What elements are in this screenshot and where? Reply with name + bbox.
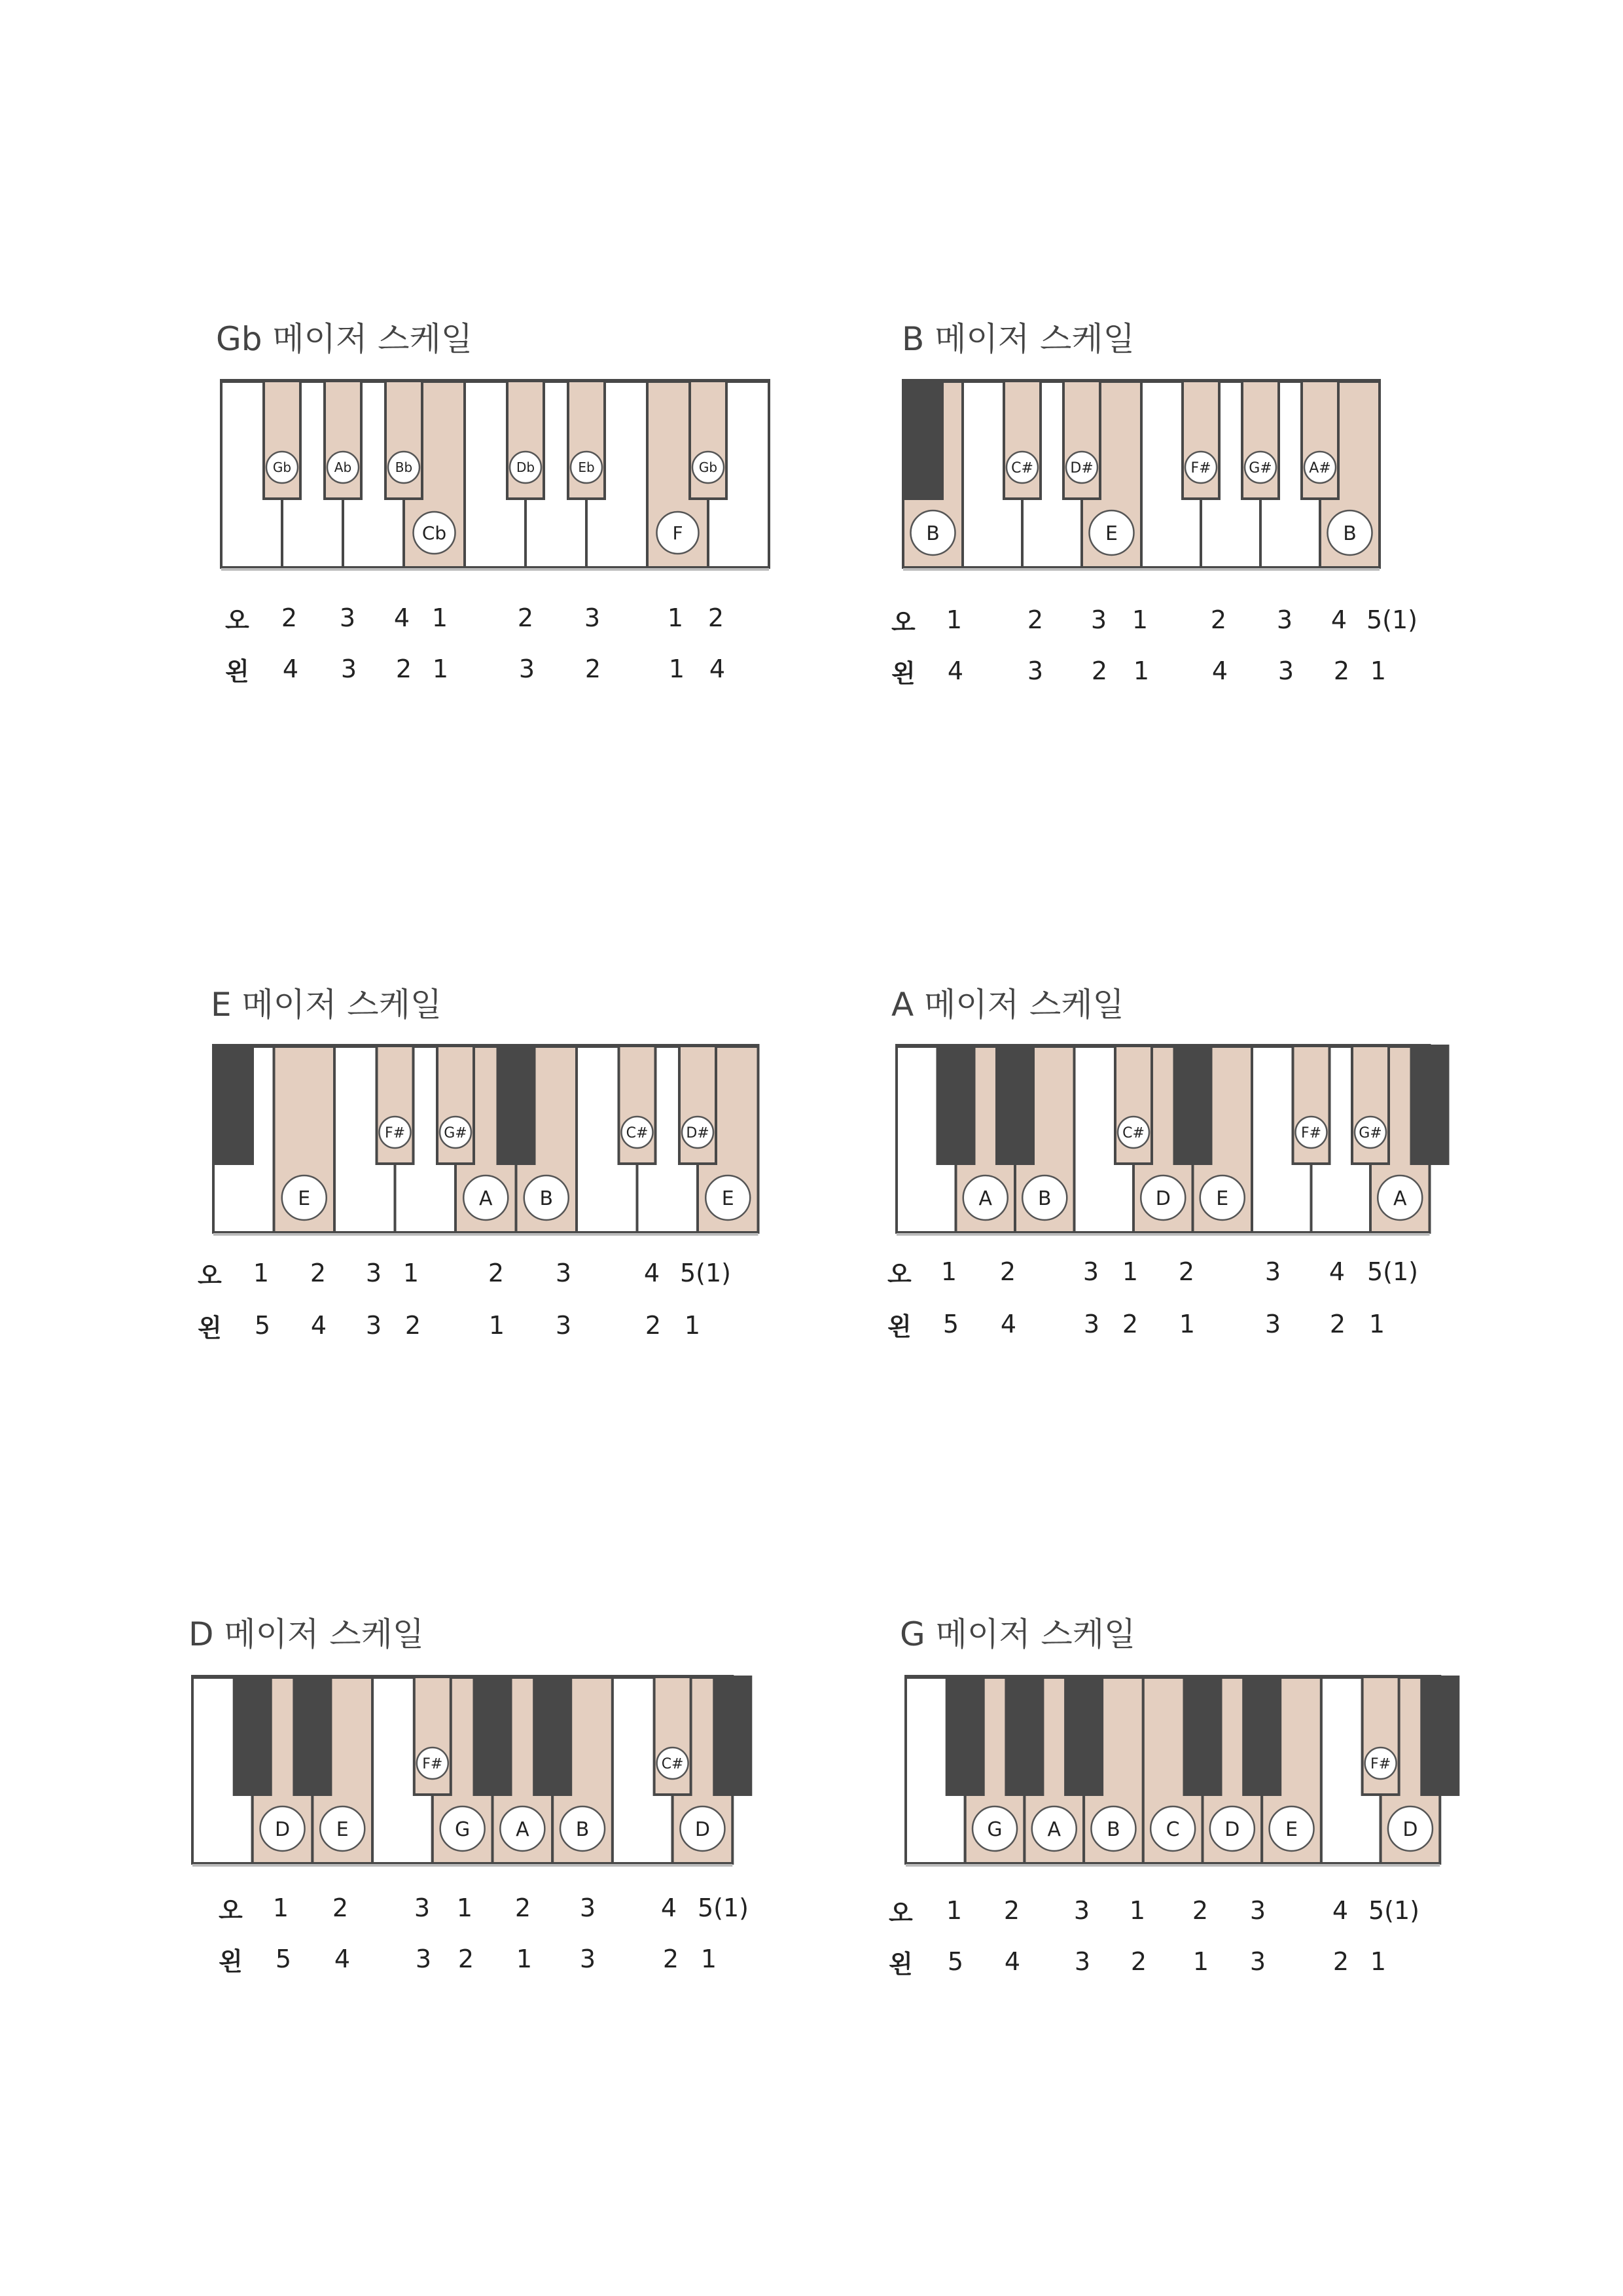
note-label: F# xyxy=(384,1124,406,1141)
note-label: B xyxy=(1037,1187,1052,1210)
left-finger: 2 xyxy=(457,1945,474,1973)
right-finger: 1 xyxy=(456,1893,473,1922)
right-finger: 3 xyxy=(1090,605,1107,634)
left-finger: 3 xyxy=(1249,1947,1266,1976)
left-finger: 1 xyxy=(1368,1310,1385,1338)
right-finger: 1 xyxy=(667,603,684,632)
note-label: G# xyxy=(444,1124,467,1141)
note-label: D xyxy=(1155,1187,1171,1210)
black-key-a-sharp xyxy=(1065,1677,1102,1795)
left-hand-label: 왼 xyxy=(219,1947,243,1976)
right-finger: 1 xyxy=(1129,1896,1146,1925)
left-finger: 5 xyxy=(947,1947,964,1976)
left-finger: 1 xyxy=(1192,1947,1209,1976)
note-label: E xyxy=(1105,522,1118,545)
left-finger: 4 xyxy=(709,655,726,683)
right-finger: 2 xyxy=(999,1257,1016,1286)
right-finger: 3 xyxy=(584,603,601,632)
note-marker xyxy=(1388,1806,1433,1851)
note-label: F# xyxy=(422,1755,443,1772)
left-finger: 2 xyxy=(1329,1310,1346,1338)
right-finger: 2 xyxy=(1210,605,1227,634)
right-finger: 4 xyxy=(1330,605,1347,634)
left-finger: 3 xyxy=(1074,1947,1091,1976)
right-finger: 1 xyxy=(946,605,963,634)
left-finger: 4 xyxy=(310,1311,327,1340)
left-finger: 3 xyxy=(1083,1310,1100,1338)
right-finger: 3 xyxy=(1082,1257,1099,1286)
note-label: B xyxy=(926,522,940,545)
right-finger: 3 xyxy=(1264,1257,1281,1286)
left-finger: 2 xyxy=(1130,1947,1147,1976)
note-label: Gb xyxy=(272,459,292,476)
right-finger: 3 xyxy=(1073,1896,1090,1925)
right-finger: 3 xyxy=(339,603,356,632)
note-marker xyxy=(1150,1806,1195,1851)
note-label: D xyxy=(1224,1818,1240,1841)
right-finger: 3 xyxy=(414,1893,431,1922)
right-finger: 4 xyxy=(643,1259,660,1287)
left-finger: 3 xyxy=(365,1311,382,1340)
left-finger: 1 xyxy=(684,1311,701,1340)
right-finger: 3 xyxy=(365,1259,382,1287)
left-finger: 3 xyxy=(1277,656,1294,685)
right-finger: 3 xyxy=(1249,1896,1266,1925)
right-finger: 1 xyxy=(272,1893,289,1922)
left-finger: 2 xyxy=(1091,656,1108,685)
black-key-g-sharp xyxy=(1006,1677,1043,1795)
left-finger: 4 xyxy=(1004,1947,1021,1976)
left-finger: 3 xyxy=(518,655,535,683)
note-label: Eb xyxy=(578,459,595,476)
note-label: Cb xyxy=(421,522,447,545)
note-marker xyxy=(1032,1806,1077,1851)
scale-title: E 메이저 스케일 xyxy=(211,986,442,1024)
black-key-c-sharp xyxy=(1185,1677,1221,1795)
scale-title: B 메이저 스케일 xyxy=(902,320,1135,358)
note-label: Db xyxy=(516,459,535,476)
left-finger: 1 xyxy=(700,1945,717,1973)
right-finger: 3 xyxy=(1276,605,1293,634)
left-finger: 5 xyxy=(254,1311,271,1340)
right-finger: 2 xyxy=(488,1259,505,1287)
left-finger: 4 xyxy=(282,655,299,683)
black-key-f-sharp xyxy=(947,1677,984,1795)
right-finger: 5(1) xyxy=(1366,605,1418,634)
scale-title: D 메이저 스케일 xyxy=(188,1615,425,1653)
note-marker xyxy=(1270,1806,1314,1851)
right-finger: 2 xyxy=(1027,605,1044,634)
black-key-g-sharp xyxy=(1421,1677,1458,1795)
left-finger: 1 xyxy=(516,1945,533,1973)
left-hand-label: 왼 xyxy=(889,1950,913,1979)
scale-title: A 메이저 스케일 xyxy=(891,986,1124,1024)
note-label: C# xyxy=(1122,1124,1145,1141)
left-finger: 2 xyxy=(404,1311,421,1340)
left-finger: 1 xyxy=(1370,656,1387,685)
note-label: A xyxy=(478,1187,493,1210)
left-finger: 2 xyxy=(645,1311,662,1340)
note-label: G# xyxy=(1249,459,1272,476)
right-hand-label: 오 xyxy=(891,608,916,637)
note-label: A xyxy=(1047,1818,1061,1841)
note-marker xyxy=(1365,1748,1397,1779)
note-label: B xyxy=(575,1818,590,1841)
note-label: E xyxy=(298,1187,311,1210)
right-finger: 2 xyxy=(1003,1896,1020,1925)
right-finger: 3 xyxy=(555,1259,572,1287)
left-finger: 3 xyxy=(1264,1310,1281,1338)
note-label: F# xyxy=(1370,1755,1391,1772)
left-finger: 1 xyxy=(1179,1310,1196,1338)
note-marker xyxy=(1210,1806,1255,1851)
note-marker xyxy=(1091,1806,1135,1851)
note-label: Gb xyxy=(698,459,718,476)
right-hand-label: 오 xyxy=(889,1899,913,1928)
note-label: F xyxy=(672,522,683,545)
note-marker xyxy=(972,1806,1017,1851)
note-label: B xyxy=(1343,522,1357,545)
note-label: F# xyxy=(1190,459,1211,476)
right-finger: 4 xyxy=(1329,1257,1346,1286)
note-label: D xyxy=(274,1818,291,1841)
right-finger: 5(1) xyxy=(679,1259,732,1287)
note-label: B xyxy=(539,1187,554,1210)
right-finger: 3 xyxy=(579,1893,596,1922)
right-finger: 5(1) xyxy=(1366,1257,1419,1286)
note-label: D# xyxy=(686,1124,709,1141)
note-label: C# xyxy=(626,1124,649,1141)
right-finger: 2 xyxy=(332,1893,349,1922)
note-label: E xyxy=(721,1187,734,1210)
right-finger: 1 xyxy=(402,1259,419,1287)
right-finger: 1 xyxy=(431,603,448,632)
note-label: C xyxy=(1166,1818,1180,1841)
left-hand-label: 왼 xyxy=(198,1314,222,1342)
left-finger: 3 xyxy=(415,1945,432,1973)
right-finger: 4 xyxy=(393,603,410,632)
left-finger: 1 xyxy=(1133,656,1150,685)
right-finger: 2 xyxy=(707,603,724,632)
note-label: A xyxy=(1393,1187,1407,1210)
right-finger: 4 xyxy=(1332,1896,1349,1925)
left-finger: 4 xyxy=(334,1945,351,1973)
right-finger: 5(1) xyxy=(1368,1896,1420,1925)
left-finger: 1 xyxy=(432,655,449,683)
left-finger: 5 xyxy=(275,1945,292,1973)
right-finger: 4 xyxy=(660,1893,677,1922)
right-finger: 2 xyxy=(310,1259,327,1287)
note-label: A xyxy=(978,1187,993,1210)
left-finger: 2 xyxy=(584,655,601,683)
right-finger: 1 xyxy=(253,1259,270,1287)
left-finger: 2 xyxy=(662,1945,679,1973)
note-label: A xyxy=(516,1818,529,1841)
black-key-d-sharp xyxy=(1243,1677,1280,1795)
right-finger: 2 xyxy=(281,603,298,632)
note-label: D xyxy=(1402,1818,1418,1841)
note-label: D xyxy=(694,1818,711,1841)
note-label: Ab xyxy=(334,459,352,476)
note-label: E xyxy=(336,1818,349,1841)
left-finger: 5 xyxy=(942,1310,959,1338)
note-label: C# xyxy=(661,1755,684,1772)
left-finger: 2 xyxy=(1122,1310,1139,1338)
left-finger: 3 xyxy=(340,655,357,683)
right-finger: 1 xyxy=(1132,605,1149,634)
note-label: F# xyxy=(1300,1124,1322,1141)
left-finger: 3 xyxy=(1027,656,1044,685)
scale-title: Gb 메이저 스케일 xyxy=(216,320,473,358)
right-finger: 1 xyxy=(946,1896,963,1925)
left-hand-label: 왼 xyxy=(891,659,916,688)
right-finger: 1 xyxy=(940,1257,957,1286)
right-finger: 2 xyxy=(1178,1257,1195,1286)
left-hand-label: 왼 xyxy=(225,657,249,686)
right-hand-label: 오 xyxy=(198,1261,222,1290)
right-finger: 2 xyxy=(517,603,534,632)
note-label: G xyxy=(987,1818,1003,1841)
right-hand-label: 오 xyxy=(225,606,249,635)
right-finger: 2 xyxy=(514,1893,531,1922)
scale-title: G 메이저 스케일 xyxy=(900,1615,1136,1653)
note-label: B xyxy=(1107,1818,1120,1841)
note-label: G xyxy=(455,1818,471,1841)
note-label: Bb xyxy=(395,459,413,476)
left-finger: 1 xyxy=(488,1311,505,1340)
right-hand-label: 오 xyxy=(219,1896,243,1925)
left-finger: 2 xyxy=(395,655,412,683)
left-finger: 2 xyxy=(1333,656,1350,685)
note-label: D# xyxy=(1070,459,1094,476)
left-finger: 4 xyxy=(947,656,964,685)
note-label: G# xyxy=(1359,1124,1382,1141)
note-label: E xyxy=(1285,1818,1298,1841)
right-finger: 5(1) xyxy=(697,1893,749,1922)
left-hand-label: 왼 xyxy=(887,1312,912,1341)
left-finger: 1 xyxy=(1370,1947,1387,1976)
right-finger: 2 xyxy=(1192,1896,1209,1925)
left-finger: 4 xyxy=(1211,656,1228,685)
note-label: A# xyxy=(1309,459,1331,476)
left-finger: 4 xyxy=(1000,1310,1017,1338)
left-finger: 3 xyxy=(579,1945,596,1973)
left-finger: 2 xyxy=(1332,1947,1349,1976)
note-label: E xyxy=(1216,1187,1229,1210)
left-finger: 3 xyxy=(555,1311,572,1340)
right-hand-label: 오 xyxy=(887,1260,912,1289)
right-finger: 1 xyxy=(1122,1257,1139,1286)
note-label: C# xyxy=(1011,459,1033,476)
left-finger: 1 xyxy=(668,655,685,683)
